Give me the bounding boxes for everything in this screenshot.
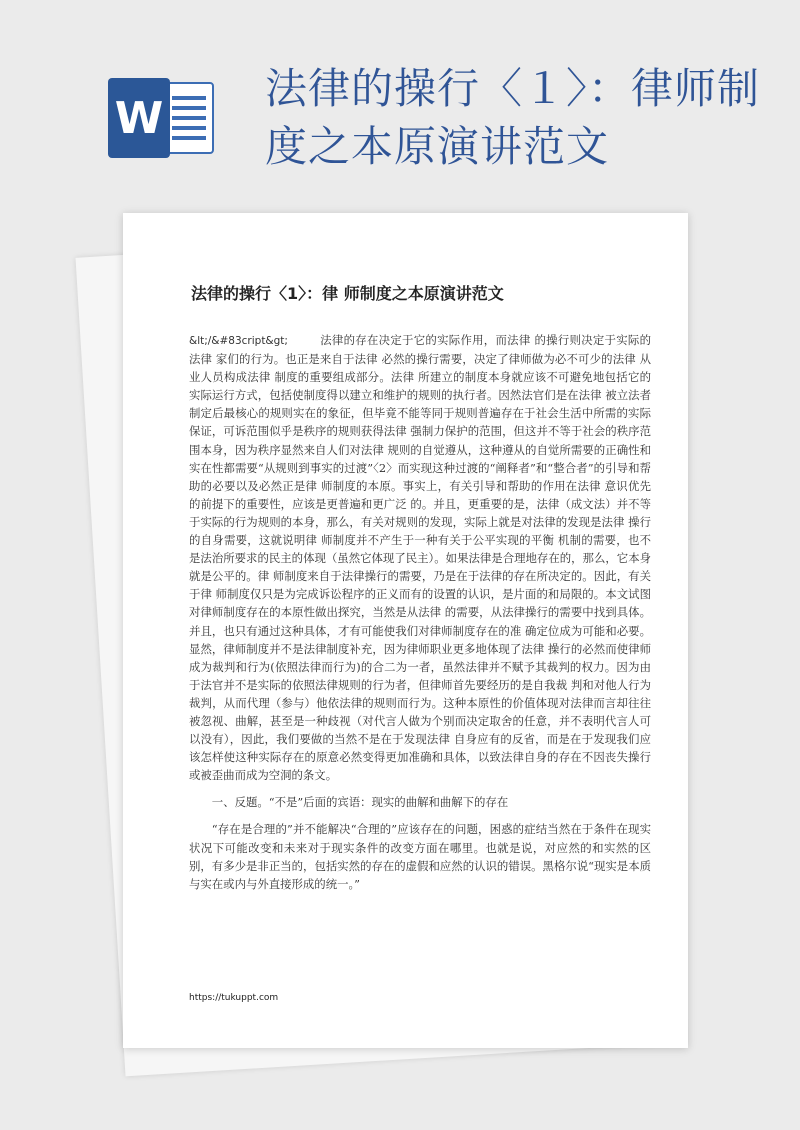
document-preview — [123, 213, 688, 1048]
paragraph-1 — [189, 331, 651, 784]
script-tag-text: &lt;/&#83cript&gt; — [189, 335, 288, 347]
source-url[interactable]: https://tukuppt.com — [189, 993, 279, 1003]
paragraph-2: “存在是合理的”并不能解决“合理的”应该存在的问题，困惑的症结当然在于条件在现实状况下可能改变和未来对于现实条件的改变方面在哪里。也就是说，对应然的和实然的区别，有多少是非正当的，包括实然的存在的虚假和应然的认识的错误。黑格尔说“现实是本质与实在或内与外直接形成的统一。” — [189, 822, 651, 891]
word-document-icon — [108, 78, 216, 158]
section-heading: 一、反题。“不是”后面的宾语：现实的曲解和曲解下的存在 — [211, 795, 509, 810]
paragraph-1-text: 法律的存在决定于它的实际作用，而法律 的操行则决定于实际的法律 家们的行为。也正是来自于法律 必然的操行需要，决定了律师做为必不可少的法律 从业人员构成法律 制度的重要组成部分。法律 所建立的制度本身就应该不可避免地包括它的实际运行方式，包括使制度得以建立和维护的规则的执行者。因然法官们是在法律 被立法者制定后最核心的规则实在的象征，但毕竟不能等同于规则普遍存在于社会生活中所需的实际保证，可诉范围似乎是秩序的规则获得法律 强制力保护的范围，但这并不等于社会的秩序范围本身，因为秩序显然来自人们对法律 规则的自觉遵从，这种遵从的自觉所需要的正确性和实在性都需要“从规则到事实的过渡”〈2〉而实现这种过渡的“阐释者”和“整合者”的引导和帮助的必要以及必然正是律 师制度的本原。事实上，有关引导和帮助的作用在法律 意识优先的前提下的重要性，应该是更普遍和更广泛 的。并且，更重要的是，法律（成文法）并不等于实际的行为规则的本身，那么，有关对规则的发现，实际上就是对法律的发现是法律 操行的自身需要，这就说明律 师制度并不产生于一种有关于公平实现的平衡 机制的需要，也不是法治所要求的民主的体现（虽然它体现了民主）。如果法律是合理地存在的，那么，它本身就是公平的。律 师制度来自于法律操行的需要，乃是在于法律的存在所决定的。因此，有关于律 师制度仅只是为完成诉讼程序的正义而有的设置的认识，是片面的和局限的。本文试图对律师制度存在的本原性做出探究，当然是从法律 的需要，从法律操行的需要中找到具体。并且，也只有通过这种具体，才有可能使我们对律师制度存在的准 确定位成为可能和必要。显然，律师制度并不是法律制度补充，因为律师职业更多地体现了法律 操行的必然而使律师成为裁判和行为(依照法律而行为)的合二为一者，虽然法律并不赋予其裁判的权力。因为由于法官并不是实际的依照法律规则的行为者，但律师首先要经历的是自我裁 判和对他人行为裁判，从而代理（参与）他依法律的规则而行为。这种本原性的价值体现对法律而言却往往被忽视、曲解，甚至是一种歧视（对代言人做为个别而决定取舍的任意，并不表明代言人可以没有），因此，我们要做的当然不是在于发现法律 自身应有的反省，而是在于发现我们应该怎样使这种实际存在的原意必然变得更加准确和具体，以致法律自身的存在不因丧失操行或被歪曲而成为空洞的条文。 — [189, 333, 651, 783]
page-header — [0, 0, 800, 205]
document-title: 法律的操行〈1〉：律 师制度之本原演讲范文 — [191, 284, 504, 303]
word-w-badge: W — [108, 78, 170, 158]
page-title: 法律的操行〈１〉：律师制度之本原演讲范文 — [265, 64, 761, 171]
document-body — [189, 331, 651, 893]
